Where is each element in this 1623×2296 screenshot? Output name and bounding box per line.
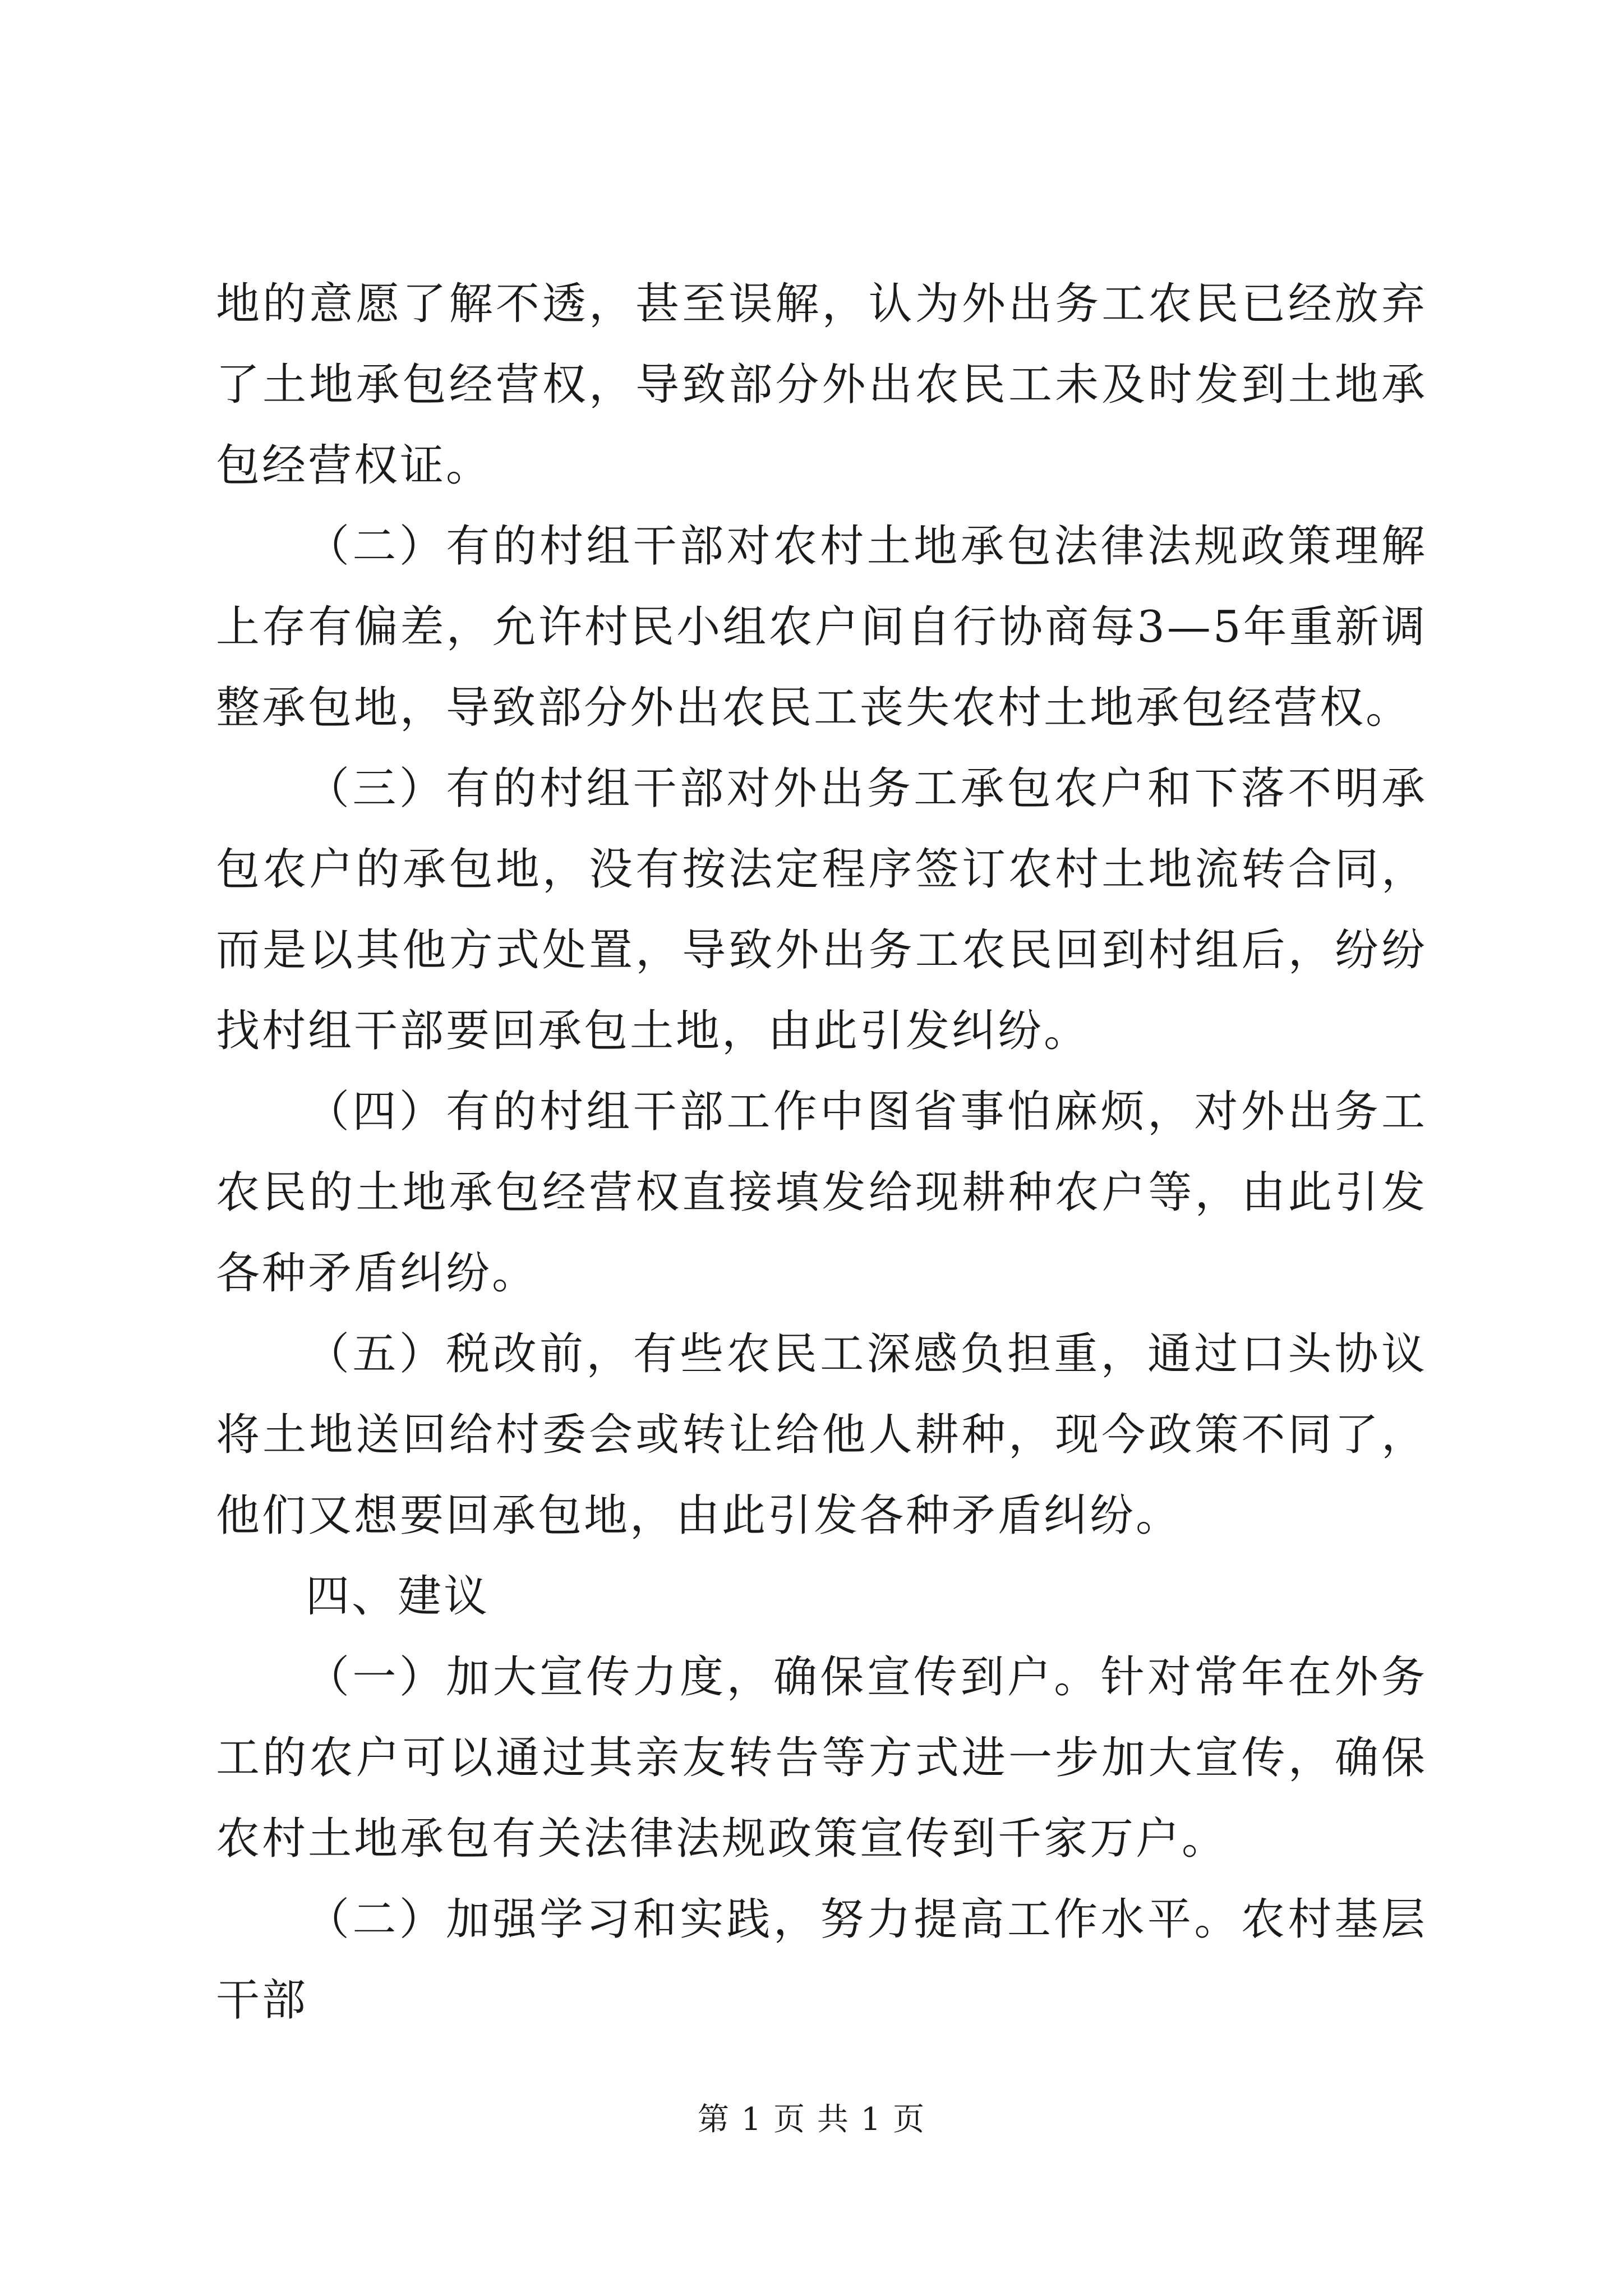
paragraph-item-3: （三）有的村组干部对外出务工承包农户和下落不明承包农户的承包地，没有按法定程序签订农村土地流转合同，而是以其他方式处置，导致外出务工农民回到村组后，纷纷找村组干部要回承包土地，由此引发纠纷。 <box>216 763 1427 1056</box>
paragraph-suggestion-2: （二）加强学习和实践，努力提高工作水平。农村基层干部 <box>216 1894 1427 2026</box>
paragraph-continuation: 地的意愿了解不透，甚至误解，认为外出务工农民已经放弃了土地承包经营权，导致部分外出农民工未及时发到土地承包经营权证。 <box>216 279 1427 491</box>
paragraph-item-2: （二）有的村组干部对农村土地承包法律法规政策理解上存有偏差，允许村民小组农户间自行协商每3—5年重新调整承包地，导致部分外出农民工丧失农村土地承包经营权。 <box>216 521 1427 733</box>
paragraph-item-4: （四）有的村组干部工作中图省事怕麻烦，对外出务工农民的土地承包经营权直接填发给现耕种农户等，由此引发各种矛盾纠纷。 <box>216 1087 1427 1299</box>
paragraph-suggestion-1: （一）加大宣传力度，确保宣传到户。针对常年在外务工的农户可以通过其亲友转告等方式进一步加大宣传，确保农村土地承包有关法律法规政策宣传到千家万户。 <box>216 1652 1427 1864</box>
section-heading-suggestions: 四、建议 <box>306 1571 490 1622</box>
paragraph-item-5: （五）税改前，有些农民工深感负担重，通过口头协议将土地送回给村委会或转让给他人耕种，现今政策不同了，他们又想要回承包地，由此引发各种矛盾纠纷。 <box>216 1329 1427 1541</box>
page-footer: 第 1 页 共 1 页 <box>697 2101 926 2138</box>
document-body <box>216 264 1427 2041</box>
